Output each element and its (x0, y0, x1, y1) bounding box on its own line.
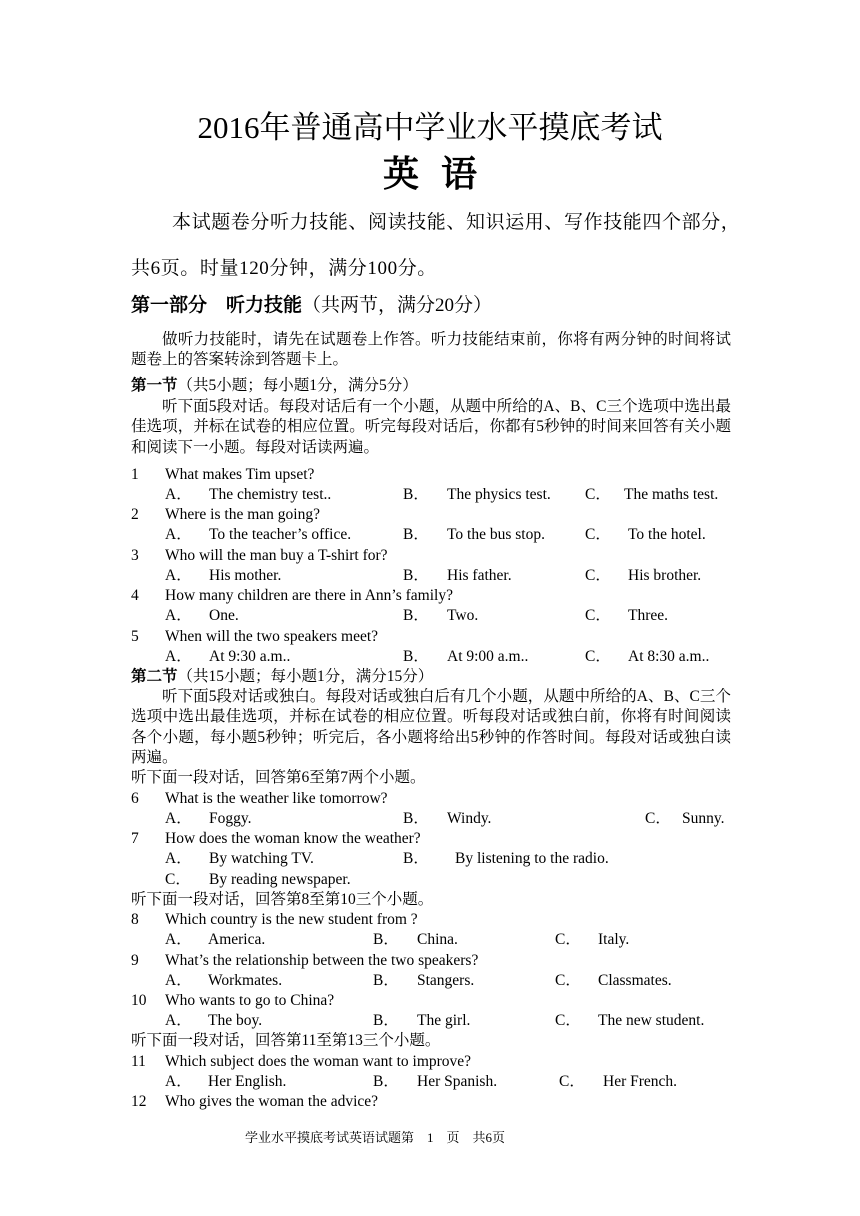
section2-title-bold: 第二节 (131, 668, 178, 685)
option-text: The boy. (208, 1012, 263, 1029)
option-text: Three. (628, 607, 669, 624)
option-text: Foggy. (209, 810, 252, 827)
section1-title-bold: 第一节 (131, 377, 178, 394)
option-text: Italy. (598, 931, 630, 948)
option-text: His mother. (209, 567, 282, 584)
group-instruction: 听下面一段对话，回答第8至第10三个小题。 (131, 891, 434, 908)
option-letter: A． (165, 607, 192, 624)
option-text: Her English. (208, 1073, 287, 1090)
question-text: How many children are there in Ann’s family? (165, 587, 453, 604)
option-text: His brother. (628, 567, 702, 584)
option-text: Workmates. (208, 972, 283, 989)
option-letter: B． (403, 526, 429, 543)
option-letter: A． (165, 931, 192, 948)
option-letter: C． (645, 810, 671, 827)
exam-title: 2016年普通高中学业水平摸底考试 (197, 110, 663, 145)
option-text: The new student. (598, 1012, 705, 1029)
section2-title-rest: （共15小题；每小题1分，满分15分） (177, 668, 434, 685)
part1-heading (131, 292, 492, 320)
question-text: Where is the man going? (165, 506, 320, 523)
option-letter: A． (165, 526, 192, 543)
option-text: Stangers. (417, 972, 475, 989)
option-text: At 9:30 a.m.. (209, 648, 291, 665)
option-letter: B． (403, 607, 429, 624)
section1-title-rest: （共5小题；每小题1分，满分5分） (177, 377, 418, 394)
question-number: 7 (131, 830, 139, 847)
option-letter: C． (585, 607, 611, 624)
question-number: 1 (131, 466, 139, 483)
question-text: Who wants to go to China? (165, 992, 335, 1009)
question-text: Who gives the woman the advice? (165, 1093, 379, 1110)
question-text: When will the two speakers meet? (165, 628, 379, 645)
question-text: What is the weather like tomorrow? (165, 790, 388, 807)
intro-line-1: 本试题卷分听力技能、阅读技能、知识运用、写作技能四个部分， (172, 212, 741, 233)
question-number: 6 (131, 790, 139, 807)
option-letter: C． (585, 526, 611, 543)
option-text: To the teacher’s office. (209, 526, 352, 543)
option-letter: A． (165, 972, 192, 989)
option-text: Sunny. (682, 810, 725, 827)
subject-title: 英语 (382, 154, 499, 194)
option-text: By watching TV. (209, 850, 314, 867)
part1-title-rest: （共两节，满分20分） (302, 295, 493, 316)
option-letter: B． (403, 567, 429, 584)
option-letter: C． (585, 486, 611, 503)
question-text: What’s the relationship between the two speakers? (165, 952, 479, 969)
option-letter: B． (403, 810, 429, 827)
section2-instruction: 听下面5段对话或独白。每段对话或独白后有几个小题，从题中所给的A、B、C三个选项中选出最佳选项，并标在试卷的相应位置。听每段对话或独白前，你将有时间阅读各个小题，每小题5秒钟；听完后，各小题将给出5秒钟的作答时间。每段对话或独白读两遍。 (131, 688, 731, 766)
option-letter: B． (403, 648, 429, 665)
option-letter: A． (165, 810, 192, 827)
question-number: 11 (131, 1053, 146, 1070)
group-instruction: 听下面一段对话，回答第11至第13三个小题。 (131, 1032, 441, 1049)
option-text: America. (208, 931, 266, 948)
option-text: By reading newspaper. (209, 871, 351, 888)
option-letter: A． (165, 486, 192, 503)
option-letter: C． (585, 648, 611, 665)
option-text: His father. (447, 567, 512, 584)
option-text: The chemistry test.. (209, 486, 332, 503)
option-letter: B． (373, 972, 399, 989)
option-letter: B． (373, 1012, 399, 1029)
option-text: The physics test. (447, 486, 551, 503)
question-text: What makes Tim upset? (165, 466, 315, 483)
option-letter: C． (165, 871, 191, 888)
intro-line-2: 共6页。时量120分钟，满分100分。 (131, 258, 437, 279)
question-number: 8 (131, 911, 139, 928)
option-letter: A． (165, 1073, 192, 1090)
option-letter: C． (555, 1012, 581, 1029)
question-text: Which subject does the woman want to improve? (165, 1053, 472, 1070)
question-number: 9 (131, 952, 139, 969)
option-text: To the bus stop. (447, 526, 545, 543)
section2-heading (131, 667, 433, 687)
option-letter: C． (555, 931, 581, 948)
option-text: The girl. (417, 1012, 471, 1029)
option-letter: B． (403, 486, 429, 503)
option-letter: A． (165, 567, 192, 584)
option-letter: C． (555, 972, 581, 989)
page-footer: 学业水平摸底考试英语试题第 1 页 共6页 (245, 1130, 506, 1145)
question-number: 2 (131, 506, 139, 523)
option-text: Windy. (447, 810, 492, 827)
option-letter: B． (373, 931, 399, 948)
option-text: The maths test. (624, 486, 719, 503)
question-number: 12 (131, 1093, 147, 1110)
option-letter: C． (585, 567, 611, 584)
option-text: Her French. (603, 1073, 678, 1090)
option-text: One. (209, 607, 239, 624)
option-text: China. (417, 931, 458, 948)
question-number: 3 (131, 547, 139, 564)
option-letter: A． (165, 850, 192, 867)
option-letter: C． (559, 1073, 585, 1090)
option-text: Two. (447, 607, 479, 624)
question-number: 5 (131, 628, 139, 645)
part1-instruction: 做听力技能时，请先在试题卷上作答。听力技能结束前，你将有两分钟的时间将试题卷上的答案转涂到答题卡上。 (131, 331, 731, 369)
option-letter: A． (165, 1012, 192, 1029)
option-letter: B． (373, 1073, 399, 1090)
question-number: 10 (131, 992, 147, 1009)
question-text: Which country is the new student from ? (165, 911, 418, 928)
section1-heading (131, 376, 418, 396)
option-text: To the hotel. (628, 526, 706, 543)
question-number: 4 (131, 587, 139, 604)
option-text: By listening to the radio. (455, 850, 609, 867)
section1-instruction: 听下面5段对话。每段对话后有一个小题，从题中所给的A、B、C三个选项中选出最佳选项，并标在试卷的相应位置。听完每段对话后，你都有5秒钟的时间来回答有关小题和阅读下一小题。每段对话读两遍。 (131, 398, 731, 456)
option-letter: A． (165, 648, 192, 665)
option-text: At 8:30 a.m.. (628, 648, 710, 665)
option-text: Classmates. (598, 972, 672, 989)
question-text: Who will the man buy a T-shirt for? (165, 547, 388, 564)
question-text: How does the woman know the weather? (165, 830, 421, 847)
option-text: At 9:00 a.m.. (447, 648, 529, 665)
part1-title-bold: 第一部分 听力技能 (131, 295, 303, 316)
group-instruction: 听下面一段对话，回答第6至第7两个小题。 (131, 769, 426, 786)
option-letter: B． (403, 850, 429, 867)
option-text: Her Spanish. (417, 1073, 498, 1090)
